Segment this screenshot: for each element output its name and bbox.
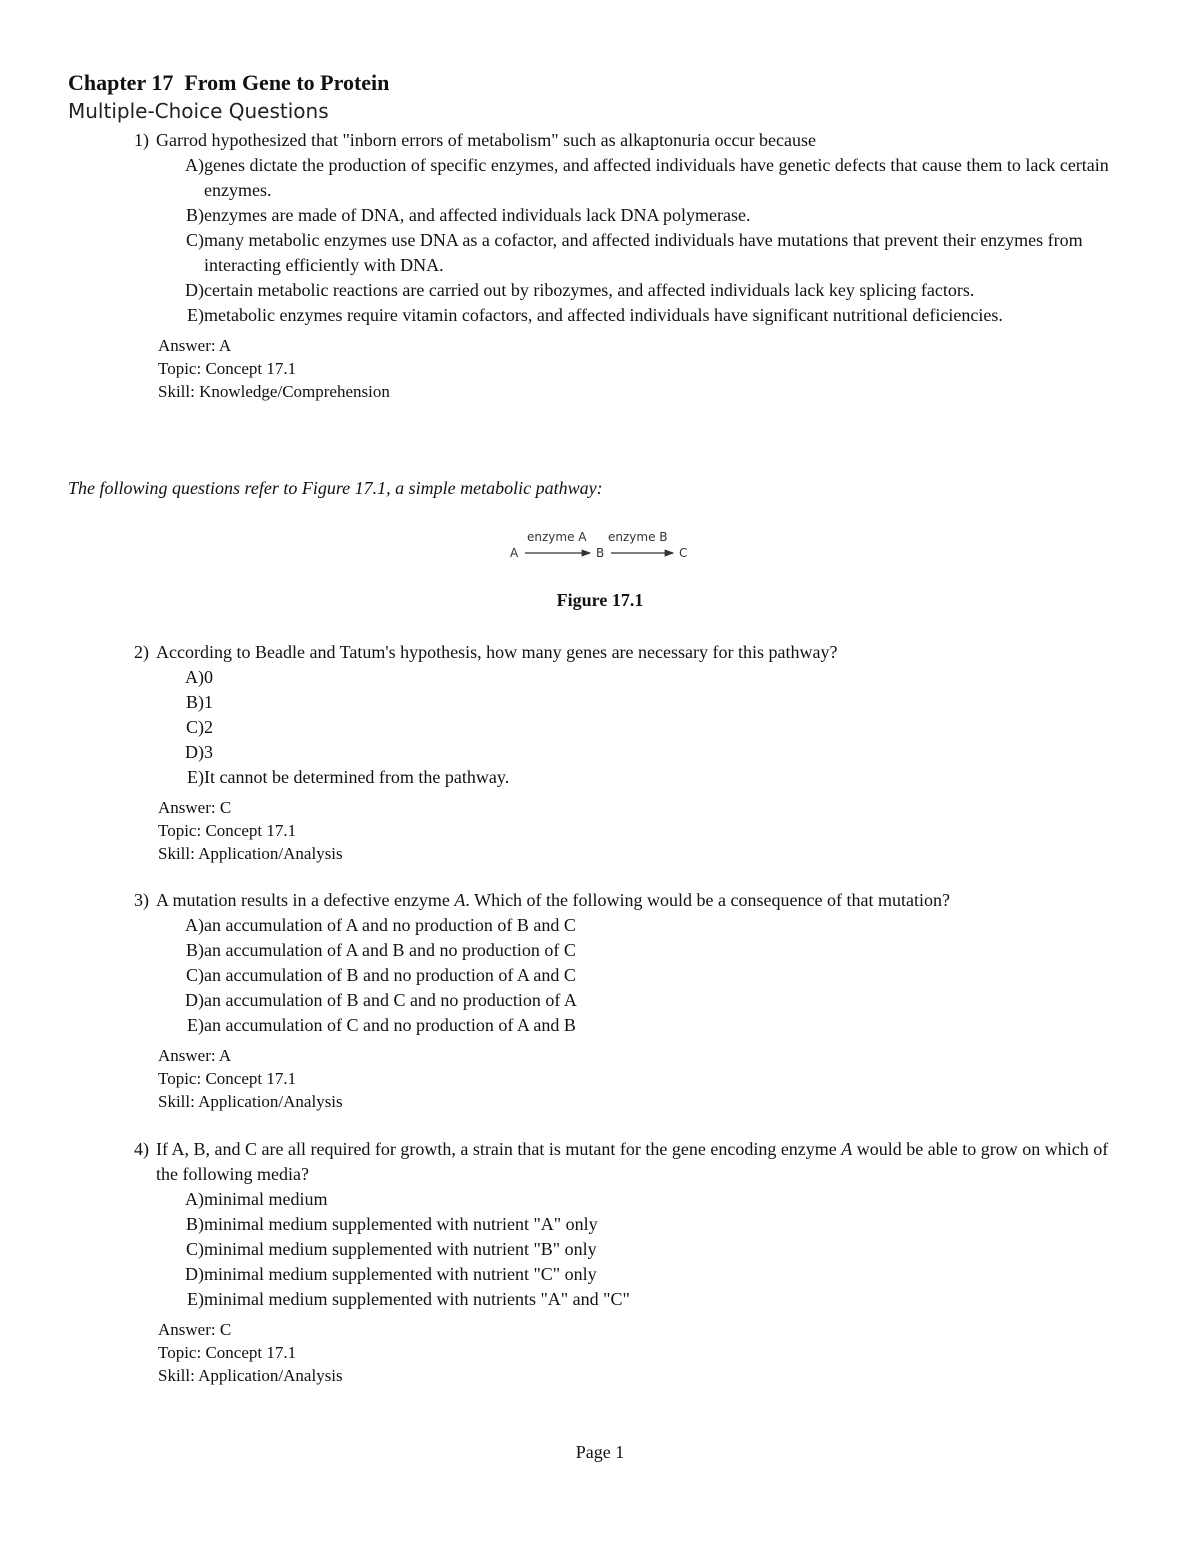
question-number: 1)	[134, 130, 149, 150]
skill: Skill: Application/Analysis	[158, 1366, 343, 1385]
option-list	[134, 1187, 1134, 1312]
option-letter: B)	[186, 692, 204, 712]
option-d	[156, 1262, 1134, 1287]
option-letter: E)	[187, 305, 204, 325]
option-e	[156, 765, 1134, 790]
option-e	[156, 1287, 1134, 1312]
topic: Topic: Concept 17.1	[158, 821, 297, 840]
question-4	[134, 1137, 1134, 1387]
option-letter: D)	[185, 990, 204, 1010]
answer: Answer: A	[158, 336, 232, 355]
option-text: certain metabolic reactions are carried out by ribozymes, and affected individuals lack key splicing factors.	[204, 280, 975, 300]
question-3	[134, 888, 1134, 1113]
question-number: 4)	[134, 1139, 149, 1159]
enzyme-name: A	[454, 890, 466, 910]
question-stem	[134, 128, 1134, 153]
option-text: minimal medium supplemented with nutrients "A" and "C"	[204, 1289, 630, 1309]
option-letter: D)	[185, 1264, 204, 1284]
node-a-label: A	[510, 546, 519, 560]
option-letter: C)	[186, 230, 204, 250]
option-text: an accumulation of B and C and no production of A	[204, 990, 577, 1010]
option-letter: D)	[185, 742, 204, 762]
skill: Skill: Application/Analysis	[158, 844, 343, 863]
option-text: metabolic enzymes require vitamin cofactors, and affected individuals have significant nutritional deficiencies.	[204, 305, 1003, 325]
option-d	[156, 740, 1134, 765]
node-b-label: B	[596, 546, 605, 560]
enzyme-name: A	[841, 1139, 853, 1159]
option-a	[156, 913, 1134, 938]
option-letter: A)	[185, 915, 204, 935]
question-text: Garrod hypothesized that "inborn errors of metabolism" such as alkaptonuria occur because	[156, 130, 816, 150]
question-number: 3)	[134, 890, 149, 910]
option-text: minimal medium supplemented with nutrient "A" only	[204, 1214, 598, 1234]
option-b	[156, 203, 1134, 228]
question-text-part: . Which of the following would be a consequence of that mutation?	[465, 890, 950, 910]
option-a	[156, 665, 1134, 690]
enzyme-b-label: enzyme B	[608, 530, 668, 544]
option-letter: C)	[186, 717, 204, 737]
option-letter: C)	[186, 1239, 204, 1259]
option-text: many metabolic enzymes use DNA as a cofactor, and affected individuals have mutations that prevent their enzymes from interacting efficiently with DNA.	[204, 230, 1083, 275]
figure-intro: The following questions refer to Figure 17.1, a simple metabolic pathway:	[68, 478, 603, 498]
skill: Skill: Knowledge/Comprehension	[158, 382, 390, 401]
topic: Topic: Concept 17.1	[158, 359, 297, 378]
option-c	[156, 715, 1134, 740]
option-text: an accumulation of C and no production of A and B	[204, 1015, 576, 1035]
question-text-part: would be able to grow on which of the following media?	[156, 1139, 1109, 1184]
question-text-part: If A, B, and C are all required for growth, a strain that is mutant for the gene encoding enzyme	[156, 1139, 842, 1159]
question-2	[134, 640, 1134, 865]
figure-caption: Figure 17.1	[556, 590, 644, 610]
option-text: genes dictate the production of specific enzymes, and affected individuals have genetic defects that cause them to lack certain enzymes.	[204, 155, 1109, 200]
option-text: an accumulation of B and no production of A and C	[204, 965, 576, 985]
option-text: an accumulation of A and B and no production of C	[204, 940, 576, 960]
question-stem	[134, 640, 1134, 665]
page-number: Page 1	[575, 1442, 625, 1462]
section-title: Multiple-Choice Questions	[68, 99, 329, 123]
option-letter: C)	[186, 965, 204, 985]
answer: Answer: A	[158, 1046, 232, 1065]
answer-meta	[134, 1044, 1134, 1113]
option-d	[156, 988, 1134, 1013]
question-1	[134, 128, 1134, 403]
option-list	[134, 153, 1134, 328]
option-text: 1	[204, 692, 213, 712]
skill: Skill: Application/Analysis	[158, 1092, 343, 1111]
option-text: minimal medium supplemented with nutrient "B" only	[204, 1239, 597, 1259]
question-stem	[134, 1137, 1134, 1187]
question-stem	[134, 888, 1134, 913]
option-text: enzymes are made of DNA, and affected individuals lack DNA polymerase.	[204, 205, 751, 225]
option-b	[156, 938, 1134, 963]
question-text	[156, 1139, 1108, 1184]
option-letter: E)	[187, 1289, 204, 1309]
option-letter: A)	[185, 1189, 204, 1209]
topic: Topic: Concept 17.1	[158, 1343, 297, 1362]
option-a	[156, 153, 1134, 203]
option-e	[156, 303, 1134, 328]
option-b	[156, 690, 1134, 715]
node-c-label: C	[679, 546, 688, 560]
answer-meta	[134, 796, 1134, 865]
option-list	[134, 913, 1134, 1038]
topic: Topic: Concept 17.1	[158, 1069, 297, 1088]
option-text: 2	[204, 717, 213, 737]
metabolic-pathway-figure	[505, 526, 705, 566]
option-letter: A)	[185, 155, 204, 175]
option-letter: E)	[187, 767, 204, 787]
enzyme-a-label: enzyme A	[527, 530, 587, 544]
option-d	[156, 278, 1134, 303]
option-c	[156, 1237, 1134, 1262]
option-list	[134, 665, 1134, 790]
answer: Answer: C	[158, 798, 232, 817]
option-text: It cannot be determined from the pathway.	[204, 767, 510, 787]
question-number: 2)	[134, 642, 149, 662]
option-text: 3	[204, 742, 213, 762]
question-text: According to Beadle and Tatum's hypothesis, how many genes are necessary for this pathway?	[156, 642, 838, 662]
option-letter: B)	[186, 1214, 204, 1234]
option-c	[156, 963, 1134, 988]
option-text: minimal medium	[204, 1189, 328, 1209]
option-letter: D)	[185, 280, 204, 300]
option-letter: A)	[185, 667, 204, 687]
question-text-part: A mutation results in a defective enzyme	[156, 890, 455, 910]
chapter-title: Chapter 17 From Gene to Protein	[68, 70, 390, 95]
option-text: 0	[204, 667, 213, 687]
option-c	[156, 228, 1134, 278]
option-e	[156, 1013, 1134, 1038]
answer: Answer: C	[158, 1320, 232, 1339]
answer-meta	[134, 334, 1134, 403]
question-text	[156, 890, 950, 910]
option-letter: B)	[186, 940, 204, 960]
option-a	[156, 1187, 1134, 1212]
option-letter: E)	[187, 1015, 204, 1035]
option-text: minimal medium supplemented with nutrient "C" only	[204, 1264, 597, 1284]
option-b	[156, 1212, 1134, 1237]
option-text: an accumulation of A and no production of B and C	[204, 915, 576, 935]
option-letter: B)	[186, 205, 204, 225]
answer-meta	[134, 1318, 1134, 1387]
